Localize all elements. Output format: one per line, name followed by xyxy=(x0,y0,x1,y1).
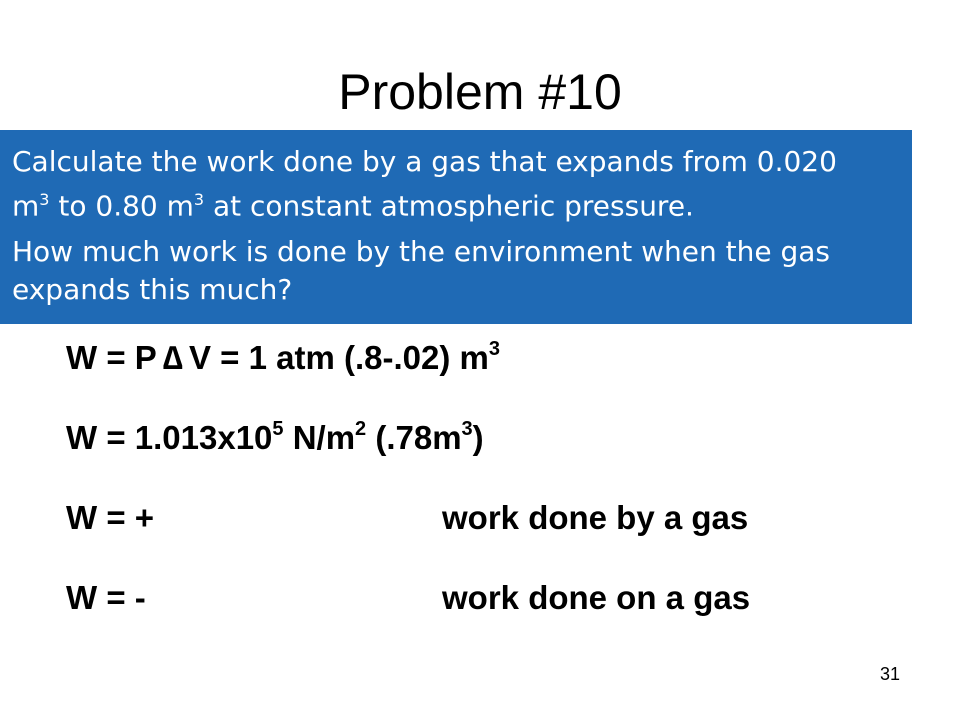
equation-work-definition: W = P ∆ V = 1 atm (.8-.02) $m^3$ xyxy=(66,338,500,376)
problem-line-3: How much work is done by the environment when the gas xyxy=(12,235,830,269)
sign-rule-positive xyxy=(66,498,749,538)
problem-line-1: Calculate the work done by a gas that expands from 0.020 xyxy=(12,145,837,178)
page-number: 31 xyxy=(879,664,900,684)
equation-work-value: $W = 1.013x10^5$ $N/m^2$ $(.78m^3)$ xyxy=(66,418,484,456)
sign-rule-negative xyxy=(66,578,751,618)
slide-title: Problem #10 xyxy=(338,64,622,120)
problem-statement-box xyxy=(0,130,912,324)
sign-meaning: work done on a gas xyxy=(442,579,751,616)
delta-symbol: ∆ xyxy=(162,339,183,376)
sign-label: W = - xyxy=(66,579,146,616)
sign-label: W = + xyxy=(66,499,155,536)
equation-list xyxy=(66,338,751,658)
sign-meaning: work done by a gas xyxy=(442,499,749,536)
problem-line-2: $m^3$ to 0.80 $m^3$ at constant atmospheric pressure. xyxy=(12,189,694,223)
problem-line-4: expands this much? xyxy=(12,273,293,307)
